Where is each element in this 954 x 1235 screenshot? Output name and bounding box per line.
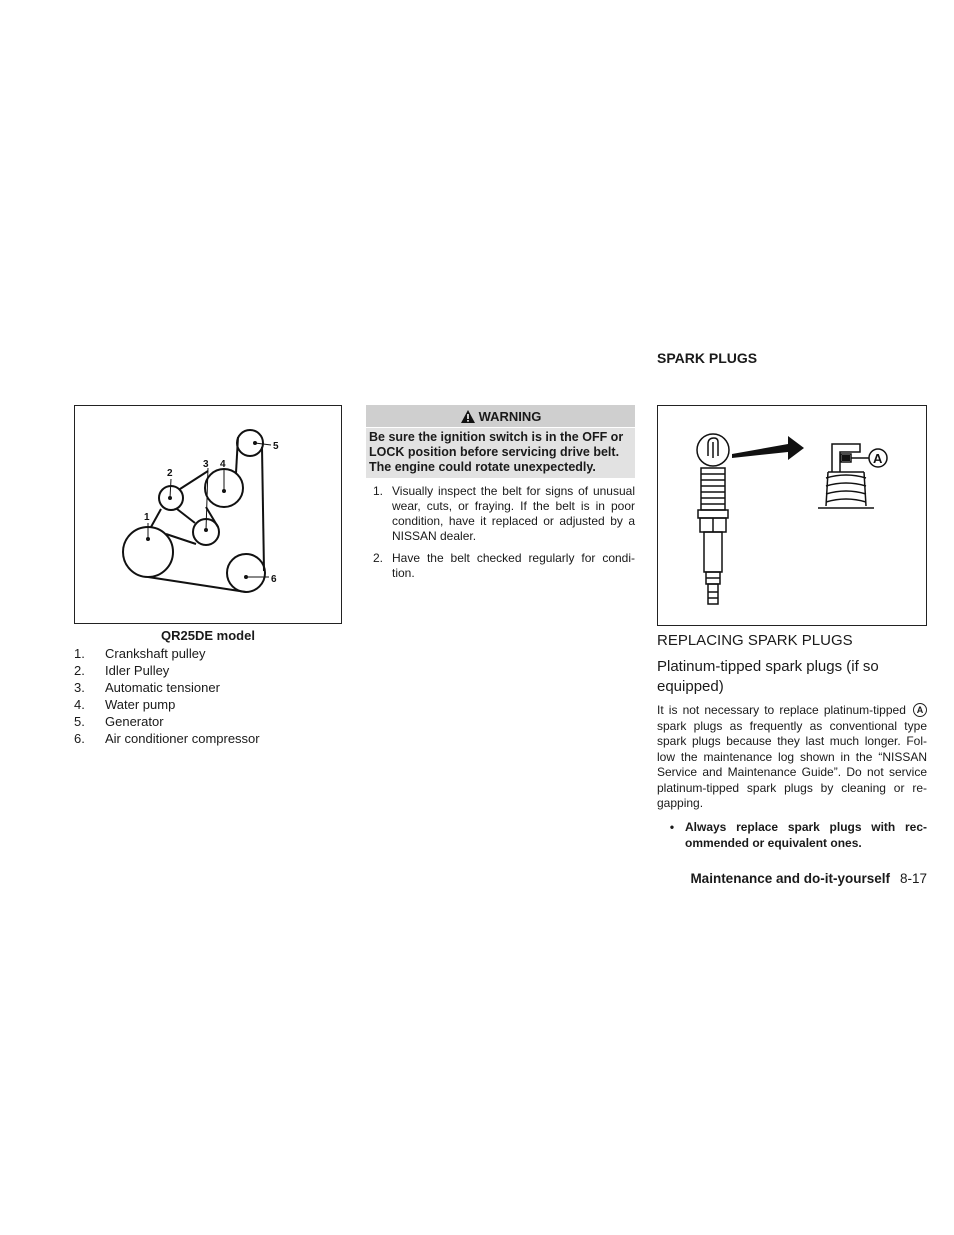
callout-1: 1 xyxy=(144,512,150,523)
list-item: 5. Generator xyxy=(74,714,164,729)
arrow-icon xyxy=(732,436,804,460)
platinum-heading: Platinum-tipped spark plugs (if so equipped) xyxy=(657,658,879,695)
bullet-icon: • xyxy=(669,820,675,834)
body-paragraph: It is not necessary to replace platinum-tipped A spark plugs as frequently as conventional type spark plugs because they last much longer. Fol- low the maintenance log shown in the “NISSAN Service and Maintenance Guide”. Do not service platinum-tipped spark plugs by cleaning or re- gapping. xyxy=(657,703,927,810)
generator-pulley xyxy=(237,430,263,456)
list-item: 4. Water pump xyxy=(74,697,176,712)
ac-compressor-pulley xyxy=(227,554,265,592)
footer-section: Maintenance and do-it-yourself xyxy=(690,871,890,886)
list-item: 2. Have the belt checked regularly for condi- tion. xyxy=(373,551,635,580)
section-title: SPARK PLUGS xyxy=(657,350,758,366)
warning-title: WARNING xyxy=(478,408,542,424)
figure-caption: QR25DE model xyxy=(161,628,255,643)
callout-a-marker: A xyxy=(913,703,927,717)
page-footer xyxy=(640,871,927,886)
list-item: 2. Idler Pulley xyxy=(74,663,170,678)
list-item: 1. Crankshaft pulley xyxy=(74,646,206,661)
list-item: 6. Air conditioner compressor xyxy=(74,731,260,746)
warning-icon xyxy=(460,409,476,424)
callout-5: 5 xyxy=(273,441,279,452)
callout-6: 6 xyxy=(271,574,277,585)
callout-3: 3 xyxy=(203,459,209,470)
callout-2: 2 xyxy=(167,468,173,479)
drive-belt-figure xyxy=(74,405,342,624)
inspection-steps xyxy=(366,484,635,588)
parts-list xyxy=(74,646,344,748)
warning-header xyxy=(366,405,635,427)
bullet-note: • Always replace spark plugs with rec- ommended or equivalent ones. xyxy=(657,820,927,851)
warning-text: Be sure the ignition switch is in the OFF or LOCK position before servicing drive belt. The engine could rotate unexpectedly. xyxy=(366,428,635,478)
page-number: 8-17 xyxy=(899,871,927,886)
callout-a: A xyxy=(873,451,883,466)
replacing-heading: REPLACING SPARK PLUGS xyxy=(657,632,853,649)
spark-plug-figure xyxy=(657,405,927,626)
list-item: 3. Automatic tensioner xyxy=(74,680,220,695)
spark-plug-diagram xyxy=(658,406,926,625)
list-item: 1. Visually inspect the belt for signs of unusual wear, cuts, or fraying. If the belt is in poor condition, have it replaced or adjusted by a NISSAN dealer. xyxy=(373,484,635,543)
drive-belt-diagram xyxy=(75,406,341,623)
callout-4: 4 xyxy=(220,459,226,470)
